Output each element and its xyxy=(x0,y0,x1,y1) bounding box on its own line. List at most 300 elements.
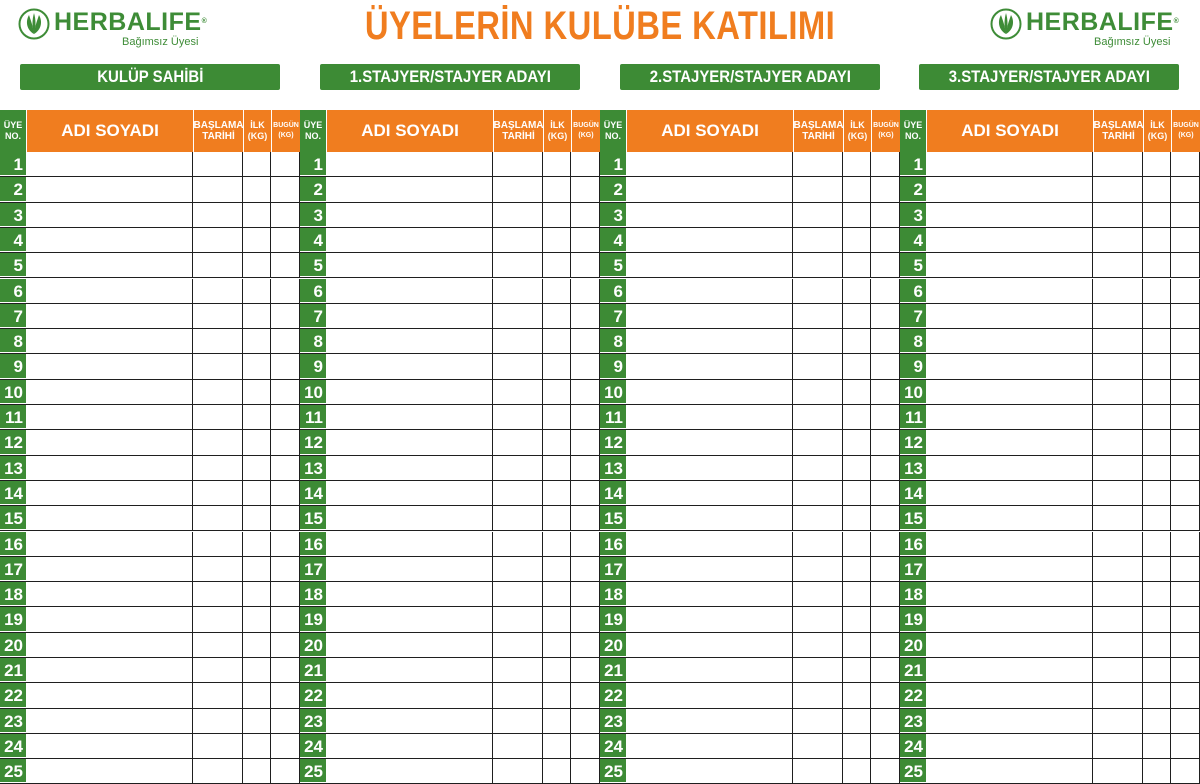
cell-bugun[interactable] xyxy=(871,582,900,606)
cell-date[interactable] xyxy=(493,228,543,252)
cell-date[interactable] xyxy=(793,506,843,530)
cell-ilk[interactable] xyxy=(543,380,571,404)
cell-bugun[interactable] xyxy=(271,380,300,404)
cell-name[interactable] xyxy=(626,329,793,353)
cell-date[interactable] xyxy=(793,759,843,783)
cell-name[interactable] xyxy=(326,683,493,707)
cell-bugun[interactable] xyxy=(571,228,600,252)
cell-bugun[interactable] xyxy=(871,683,900,707)
cell-name[interactable] xyxy=(626,304,793,328)
cell-ilk[interactable] xyxy=(1143,532,1171,556)
cell-name[interactable] xyxy=(926,759,1093,783)
cell-ilk[interactable] xyxy=(243,279,271,303)
cell-date[interactable] xyxy=(493,506,543,530)
cell-ilk[interactable] xyxy=(243,329,271,353)
cell-ilk[interactable] xyxy=(543,354,571,378)
cell-bugun[interactable] xyxy=(1171,430,1200,454)
cell-name[interactable] xyxy=(926,532,1093,556)
cell-name[interactable] xyxy=(626,228,793,252)
cell-ilk[interactable] xyxy=(843,633,871,657)
cell-bugun[interactable] xyxy=(271,607,300,631)
cell-ilk[interactable] xyxy=(243,658,271,682)
cell-bugun[interactable] xyxy=(271,658,300,682)
cell-bugun[interactable] xyxy=(571,506,600,530)
cell-name[interactable] xyxy=(926,279,1093,303)
cell-date[interactable] xyxy=(1093,506,1143,530)
cell-ilk[interactable] xyxy=(543,152,571,176)
cell-bugun[interactable] xyxy=(871,658,900,682)
cell-bugun[interactable] xyxy=(871,253,900,277)
cell-bugun[interactable] xyxy=(571,481,600,505)
cell-ilk[interactable] xyxy=(1143,607,1171,631)
cell-bugun[interactable] xyxy=(1171,633,1200,657)
cell-ilk[interactable] xyxy=(843,683,871,707)
cell-name[interactable] xyxy=(26,506,193,530)
cell-bugun[interactable] xyxy=(871,228,900,252)
cell-date[interactable] xyxy=(1093,456,1143,480)
cell-name[interactable] xyxy=(326,177,493,201)
cell-bugun[interactable] xyxy=(871,481,900,505)
cell-name[interactable] xyxy=(626,430,793,454)
cell-ilk[interactable] xyxy=(1143,506,1171,530)
cell-date[interactable] xyxy=(1093,582,1143,606)
cell-name[interactable] xyxy=(326,633,493,657)
cell-ilk[interactable] xyxy=(843,177,871,201)
cell-name[interactable] xyxy=(926,582,1093,606)
cell-ilk[interactable] xyxy=(243,506,271,530)
cell-bugun[interactable] xyxy=(571,557,600,581)
cell-bugun[interactable] xyxy=(571,532,600,556)
cell-bugun[interactable] xyxy=(1171,228,1200,252)
cell-ilk[interactable] xyxy=(1143,152,1171,176)
cell-name[interactable] xyxy=(926,658,1093,682)
cell-date[interactable] xyxy=(193,279,243,303)
cell-name[interactable] xyxy=(26,329,193,353)
cell-bugun[interactable] xyxy=(571,607,600,631)
cell-name[interactable] xyxy=(326,430,493,454)
cell-ilk[interactable] xyxy=(843,405,871,429)
cell-name[interactable] xyxy=(626,709,793,733)
cell-bugun[interactable] xyxy=(871,456,900,480)
cell-ilk[interactable] xyxy=(843,430,871,454)
cell-name[interactable] xyxy=(326,405,493,429)
cell-bugun[interactable] xyxy=(1171,456,1200,480)
cell-name[interactable] xyxy=(26,759,193,783)
cell-bugun[interactable] xyxy=(1171,203,1200,227)
cell-name[interactable] xyxy=(626,683,793,707)
cell-bugun[interactable] xyxy=(871,709,900,733)
cell-date[interactable] xyxy=(1093,683,1143,707)
cell-name[interactable] xyxy=(26,279,193,303)
cell-bugun[interactable] xyxy=(571,354,600,378)
cell-ilk[interactable] xyxy=(243,557,271,581)
cell-bugun[interactable] xyxy=(271,405,300,429)
cell-bugun[interactable] xyxy=(1171,759,1200,783)
cell-bugun[interactable] xyxy=(1171,304,1200,328)
cell-name[interactable] xyxy=(326,607,493,631)
cell-bugun[interactable] xyxy=(271,152,300,176)
cell-date[interactable] xyxy=(493,430,543,454)
cell-date[interactable] xyxy=(1093,279,1143,303)
cell-name[interactable] xyxy=(326,380,493,404)
cell-ilk[interactable] xyxy=(543,506,571,530)
cell-ilk[interactable] xyxy=(1143,405,1171,429)
cell-name[interactable] xyxy=(326,228,493,252)
cell-date[interactable] xyxy=(1093,759,1143,783)
cell-name[interactable] xyxy=(326,152,493,176)
cell-ilk[interactable] xyxy=(1143,177,1171,201)
cell-ilk[interactable] xyxy=(1143,380,1171,404)
cell-name[interactable] xyxy=(26,228,193,252)
cell-date[interactable] xyxy=(793,709,843,733)
cell-name[interactable] xyxy=(26,582,193,606)
cell-ilk[interactable] xyxy=(243,582,271,606)
cell-ilk[interactable] xyxy=(543,228,571,252)
cell-date[interactable] xyxy=(1093,709,1143,733)
cell-name[interactable] xyxy=(26,734,193,758)
cell-bugun[interactable] xyxy=(271,709,300,733)
cell-ilk[interactable] xyxy=(1143,228,1171,252)
cell-date[interactable] xyxy=(1093,557,1143,581)
cell-name[interactable] xyxy=(26,481,193,505)
cell-ilk[interactable] xyxy=(843,203,871,227)
cell-bugun[interactable] xyxy=(571,405,600,429)
cell-date[interactable] xyxy=(493,759,543,783)
cell-ilk[interactable] xyxy=(1143,557,1171,581)
cell-date[interactable] xyxy=(793,177,843,201)
cell-name[interactable] xyxy=(626,380,793,404)
cell-bugun[interactable] xyxy=(571,759,600,783)
cell-date[interactable] xyxy=(193,481,243,505)
cell-name[interactable] xyxy=(926,456,1093,480)
cell-name[interactable] xyxy=(926,734,1093,758)
cell-ilk[interactable] xyxy=(243,177,271,201)
cell-bugun[interactable] xyxy=(571,329,600,353)
cell-ilk[interactable] xyxy=(543,658,571,682)
cell-name[interactable] xyxy=(926,481,1093,505)
cell-date[interactable] xyxy=(193,557,243,581)
cell-bugun[interactable] xyxy=(271,759,300,783)
cell-ilk[interactable] xyxy=(1143,481,1171,505)
cell-date[interactable] xyxy=(793,304,843,328)
cell-bugun[interactable] xyxy=(871,607,900,631)
cell-date[interactable] xyxy=(1093,430,1143,454)
cell-date[interactable] xyxy=(193,203,243,227)
cell-bugun[interactable] xyxy=(271,557,300,581)
cell-name[interactable] xyxy=(326,456,493,480)
cell-ilk[interactable] xyxy=(543,607,571,631)
cell-date[interactable] xyxy=(1093,228,1143,252)
cell-bugun[interactable] xyxy=(1171,658,1200,682)
cell-name[interactable] xyxy=(326,709,493,733)
cell-bugun[interactable] xyxy=(271,734,300,758)
cell-date[interactable] xyxy=(193,683,243,707)
cell-bugun[interactable] xyxy=(271,532,300,556)
cell-ilk[interactable] xyxy=(243,203,271,227)
cell-name[interactable] xyxy=(26,405,193,429)
cell-bugun[interactable] xyxy=(1171,329,1200,353)
cell-ilk[interactable] xyxy=(843,658,871,682)
cell-date[interactable] xyxy=(493,532,543,556)
cell-date[interactable] xyxy=(493,380,543,404)
cell-bugun[interactable] xyxy=(1171,506,1200,530)
cell-name[interactable] xyxy=(326,354,493,378)
cell-name[interactable] xyxy=(326,759,493,783)
cell-ilk[interactable] xyxy=(1143,658,1171,682)
cell-ilk[interactable] xyxy=(1143,683,1171,707)
cell-ilk[interactable] xyxy=(843,557,871,581)
cell-ilk[interactable] xyxy=(543,329,571,353)
cell-ilk[interactable] xyxy=(843,152,871,176)
cell-date[interactable] xyxy=(193,304,243,328)
cell-name[interactable] xyxy=(626,532,793,556)
cell-ilk[interactable] xyxy=(543,582,571,606)
cell-name[interactable] xyxy=(926,430,1093,454)
cell-ilk[interactable] xyxy=(543,253,571,277)
cell-name[interactable] xyxy=(326,734,493,758)
cell-ilk[interactable] xyxy=(543,177,571,201)
cell-bugun[interactable] xyxy=(271,456,300,480)
cell-ilk[interactable] xyxy=(243,607,271,631)
cell-date[interactable] xyxy=(193,430,243,454)
cell-name[interactable] xyxy=(926,633,1093,657)
cell-name[interactable] xyxy=(326,253,493,277)
cell-name[interactable] xyxy=(26,633,193,657)
cell-name[interactable] xyxy=(326,279,493,303)
cell-name[interactable] xyxy=(26,709,193,733)
cell-ilk[interactable] xyxy=(843,354,871,378)
cell-ilk[interactable] xyxy=(243,456,271,480)
cell-date[interactable] xyxy=(1093,380,1143,404)
cell-bugun[interactable] xyxy=(1171,557,1200,581)
cell-bugun[interactable] xyxy=(571,279,600,303)
cell-ilk[interactable] xyxy=(543,709,571,733)
cell-name[interactable] xyxy=(626,203,793,227)
cell-name[interactable] xyxy=(326,582,493,606)
cell-ilk[interactable] xyxy=(843,329,871,353)
cell-date[interactable] xyxy=(1093,354,1143,378)
cell-ilk[interactable] xyxy=(543,279,571,303)
cell-date[interactable] xyxy=(193,405,243,429)
cell-bugun[interactable] xyxy=(271,582,300,606)
cell-name[interactable] xyxy=(26,658,193,682)
cell-bugun[interactable] xyxy=(571,456,600,480)
cell-date[interactable] xyxy=(793,658,843,682)
cell-name[interactable] xyxy=(926,329,1093,353)
cell-date[interactable] xyxy=(493,683,543,707)
cell-date[interactable] xyxy=(193,228,243,252)
cell-name[interactable] xyxy=(26,354,193,378)
cell-ilk[interactable] xyxy=(543,532,571,556)
cell-bugun[interactable] xyxy=(571,709,600,733)
cell-ilk[interactable] xyxy=(843,228,871,252)
cell-name[interactable] xyxy=(926,152,1093,176)
cell-name[interactable] xyxy=(26,683,193,707)
cell-ilk[interactable] xyxy=(243,532,271,556)
cell-name[interactable] xyxy=(926,506,1093,530)
cell-bugun[interactable] xyxy=(571,658,600,682)
cell-name[interactable] xyxy=(926,683,1093,707)
cell-bugun[interactable] xyxy=(871,354,900,378)
cell-ilk[interactable] xyxy=(1143,633,1171,657)
cell-date[interactable] xyxy=(493,658,543,682)
cell-ilk[interactable] xyxy=(243,354,271,378)
cell-name[interactable] xyxy=(926,177,1093,201)
cell-ilk[interactable] xyxy=(1143,329,1171,353)
cell-date[interactable] xyxy=(793,228,843,252)
cell-name[interactable] xyxy=(626,607,793,631)
cell-date[interactable] xyxy=(1093,481,1143,505)
cell-name[interactable] xyxy=(26,380,193,404)
cell-bugun[interactable] xyxy=(1171,279,1200,303)
cell-date[interactable] xyxy=(1093,253,1143,277)
cell-ilk[interactable] xyxy=(1143,709,1171,733)
cell-ilk[interactable] xyxy=(843,456,871,480)
cell-bugun[interactable] xyxy=(571,633,600,657)
cell-date[interactable] xyxy=(493,607,543,631)
cell-ilk[interactable] xyxy=(543,456,571,480)
cell-bugun[interactable] xyxy=(571,304,600,328)
cell-name[interactable] xyxy=(626,658,793,682)
cell-date[interactable] xyxy=(1093,734,1143,758)
cell-bugun[interactable] xyxy=(871,734,900,758)
cell-date[interactable] xyxy=(793,152,843,176)
cell-bugun[interactable] xyxy=(871,279,900,303)
cell-name[interactable] xyxy=(626,582,793,606)
cell-ilk[interactable] xyxy=(243,683,271,707)
cell-bugun[interactable] xyxy=(1171,582,1200,606)
cell-date[interactable] xyxy=(193,177,243,201)
cell-name[interactable] xyxy=(26,607,193,631)
cell-bugun[interactable] xyxy=(1171,152,1200,176)
cell-date[interactable] xyxy=(793,430,843,454)
cell-name[interactable] xyxy=(326,506,493,530)
cell-date[interactable] xyxy=(793,532,843,556)
cell-date[interactable] xyxy=(493,304,543,328)
cell-name[interactable] xyxy=(926,557,1093,581)
cell-name[interactable] xyxy=(626,405,793,429)
cell-date[interactable] xyxy=(493,177,543,201)
cell-ilk[interactable] xyxy=(843,304,871,328)
cell-ilk[interactable] xyxy=(1143,203,1171,227)
cell-ilk[interactable] xyxy=(243,228,271,252)
cell-ilk[interactable] xyxy=(243,759,271,783)
cell-bugun[interactable] xyxy=(571,582,600,606)
cell-name[interactable] xyxy=(26,430,193,454)
cell-date[interactable] xyxy=(1093,658,1143,682)
cell-date[interactable] xyxy=(793,203,843,227)
cell-name[interactable] xyxy=(326,329,493,353)
cell-date[interactable] xyxy=(493,203,543,227)
cell-date[interactable] xyxy=(493,279,543,303)
cell-ilk[interactable] xyxy=(543,304,571,328)
cell-bugun[interactable] xyxy=(871,329,900,353)
cell-ilk[interactable] xyxy=(243,380,271,404)
cell-name[interactable] xyxy=(926,354,1093,378)
cell-ilk[interactable] xyxy=(1143,456,1171,480)
cell-name[interactable] xyxy=(326,481,493,505)
cell-bugun[interactable] xyxy=(871,304,900,328)
cell-name[interactable] xyxy=(626,557,793,581)
cell-bugun[interactable] xyxy=(1171,177,1200,201)
cell-ilk[interactable] xyxy=(243,481,271,505)
cell-date[interactable] xyxy=(493,557,543,581)
cell-bugun[interactable] xyxy=(271,203,300,227)
cell-name[interactable] xyxy=(626,633,793,657)
cell-name[interactable] xyxy=(626,279,793,303)
cell-ilk[interactable] xyxy=(843,759,871,783)
cell-ilk[interactable] xyxy=(243,430,271,454)
cell-date[interactable] xyxy=(193,709,243,733)
cell-bugun[interactable] xyxy=(1171,607,1200,631)
cell-name[interactable] xyxy=(26,203,193,227)
cell-bugun[interactable] xyxy=(271,228,300,252)
cell-bugun[interactable] xyxy=(871,152,900,176)
cell-bugun[interactable] xyxy=(271,304,300,328)
cell-name[interactable] xyxy=(626,456,793,480)
cell-bugun[interactable] xyxy=(1171,481,1200,505)
cell-ilk[interactable] xyxy=(1143,430,1171,454)
cell-date[interactable] xyxy=(193,380,243,404)
cell-date[interactable] xyxy=(1093,532,1143,556)
cell-date[interactable] xyxy=(193,734,243,758)
cell-name[interactable] xyxy=(926,405,1093,429)
cell-name[interactable] xyxy=(926,253,1093,277)
cell-bugun[interactable] xyxy=(271,279,300,303)
cell-bugun[interactable] xyxy=(271,354,300,378)
cell-date[interactable] xyxy=(793,557,843,581)
cell-name[interactable] xyxy=(626,354,793,378)
cell-date[interactable] xyxy=(493,734,543,758)
cell-bugun[interactable] xyxy=(571,152,600,176)
cell-date[interactable] xyxy=(493,582,543,606)
cell-date[interactable] xyxy=(793,354,843,378)
cell-bugun[interactable] xyxy=(1171,253,1200,277)
cell-ilk[interactable] xyxy=(843,607,871,631)
cell-date[interactable] xyxy=(493,354,543,378)
cell-date[interactable] xyxy=(1093,329,1143,353)
cell-name[interactable] xyxy=(926,228,1093,252)
cell-bugun[interactable] xyxy=(1171,532,1200,556)
cell-bugun[interactable] xyxy=(271,506,300,530)
cell-name[interactable] xyxy=(926,380,1093,404)
cell-name[interactable] xyxy=(326,203,493,227)
cell-bugun[interactable] xyxy=(571,430,600,454)
cell-bugun[interactable] xyxy=(271,481,300,505)
cell-ilk[interactable] xyxy=(543,557,571,581)
cell-name[interactable] xyxy=(326,304,493,328)
cell-ilk[interactable] xyxy=(243,709,271,733)
cell-bugun[interactable] xyxy=(571,734,600,758)
cell-name[interactable] xyxy=(626,177,793,201)
cell-ilk[interactable] xyxy=(843,481,871,505)
cell-name[interactable] xyxy=(26,532,193,556)
cell-date[interactable] xyxy=(793,582,843,606)
cell-date[interactable] xyxy=(793,405,843,429)
cell-name[interactable] xyxy=(26,456,193,480)
cell-bugun[interactable] xyxy=(871,557,900,581)
cell-bugun[interactable] xyxy=(1171,709,1200,733)
cell-date[interactable] xyxy=(793,253,843,277)
cell-bugun[interactable] xyxy=(271,253,300,277)
cell-name[interactable] xyxy=(26,304,193,328)
cell-date[interactable] xyxy=(193,506,243,530)
cell-ilk[interactable] xyxy=(543,405,571,429)
cell-date[interactable] xyxy=(193,582,243,606)
cell-ilk[interactable] xyxy=(243,304,271,328)
cell-date[interactable] xyxy=(793,734,843,758)
cell-ilk[interactable] xyxy=(843,506,871,530)
